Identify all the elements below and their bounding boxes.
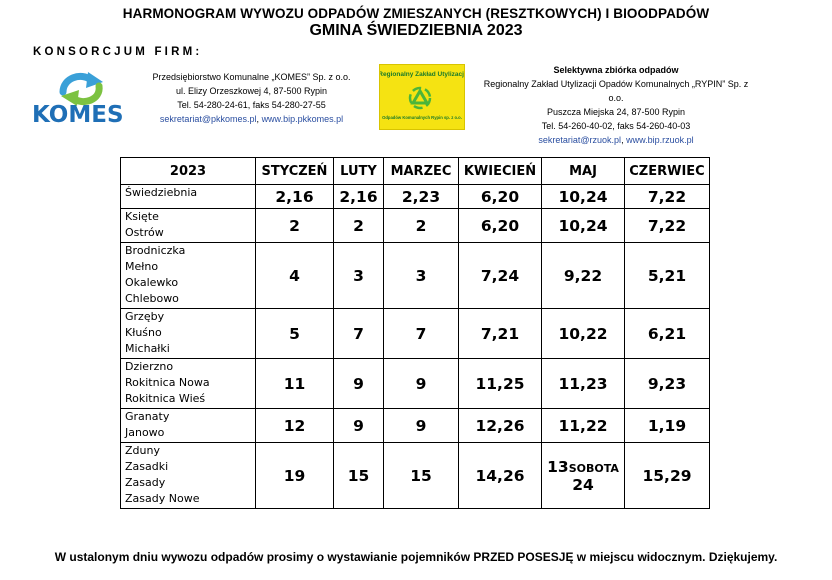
column-header: STYCZEŃ	[256, 158, 334, 185]
table-row	[121, 359, 710, 409]
village-cell	[121, 209, 256, 243]
village-name: Chlebowo	[125, 292, 179, 305]
village-name: Zduny	[125, 444, 160, 457]
village-name: Ostrów	[125, 226, 164, 239]
village-cell	[121, 443, 256, 509]
village-name: Grzęby	[125, 310, 165, 323]
table-header-row	[121, 158, 710, 185]
table-row	[121, 209, 710, 243]
date-cell: 14,26	[459, 443, 542, 509]
rzuok-links	[476, 133, 756, 147]
date-cell: 12,26	[459, 409, 542, 443]
may-date-second: 24	[572, 475, 594, 494]
date-cell: 7,22	[625, 185, 710, 209]
village-cell	[121, 359, 256, 409]
village-cell	[121, 243, 256, 309]
date-cell: 7	[334, 309, 384, 359]
date-cell: 7	[384, 309, 459, 359]
village-name: Dzierzno	[125, 360, 174, 373]
village-name: Rokitnica Nowa	[125, 376, 210, 389]
date-cell: 2	[256, 209, 334, 243]
date-cell: 9,23	[625, 359, 710, 409]
village-name: Zasadki	[125, 460, 169, 473]
komes-contact-block	[133, 70, 370, 126]
rzuok-logo	[379, 64, 465, 130]
konsorcjum-label: KONSORCJUM FIRM:	[33, 46, 203, 58]
rzuok-contact-block	[476, 63, 756, 147]
komes-links	[133, 112, 370, 126]
komes-address: ul. Elizy Orzeszkowej 4, 87-500 Rypin	[175, 86, 328, 96]
document-title: HARMONOGRAM WYWOZU ODPADÓW ZMIESZANYCH (RESZTKOWYCH) I BIOODPADÓW	[122, 6, 710, 21]
date-cell: 10,24	[542, 185, 625, 209]
komes-links-separator: ,	[256, 114, 262, 124]
date-cell: 12	[256, 409, 334, 443]
komes-email-link[interactable]: sekretariat@pkkomes.pl	[159, 114, 257, 124]
date-cell: 10,22	[542, 309, 625, 359]
date-cell: 2	[334, 209, 384, 243]
komes-www-link[interactable]: www.bip.pkkomes.pl	[261, 114, 344, 124]
schedule-table	[120, 157, 710, 509]
date-cell: 6,20	[459, 185, 542, 209]
recycling-icon	[410, 88, 430, 108]
rzuok-logo-graphic	[380, 65, 464, 129]
column-header: MARZEC	[384, 158, 459, 185]
komes-phone: Tel. 54-280-24-61, faks 54-280-27-55	[177, 100, 326, 110]
date-cell: 6,21	[625, 309, 710, 359]
date-cell: 7,21	[459, 309, 542, 359]
date-cell: 2,16	[334, 185, 384, 209]
date-cell: 9	[334, 409, 384, 443]
column-header: 2023	[121, 158, 256, 185]
rzuok-email-link[interactable]: sekretariat@rzuok.pl	[538, 135, 622, 145]
date-cell: 3	[334, 243, 384, 309]
may-date-first: 13	[547, 457, 569, 476]
date-cell: 11	[256, 359, 334, 409]
village-cell	[121, 409, 256, 443]
village-name: Kłuśno	[125, 326, 162, 339]
date-cell: 5	[256, 309, 334, 359]
rzuok-logo-bottom-text: Odpadów Komunalnych Rypin sp. z o.o.	[382, 115, 462, 120]
rzuok-links-separator: ,	[621, 135, 627, 145]
village-name: Janowo	[125, 426, 165, 439]
date-cell: 6,20	[459, 209, 542, 243]
rzuok-www-link[interactable]: www.bip.rzuok.pl	[626, 135, 694, 145]
date-cell: 2	[384, 209, 459, 243]
table-row	[121, 443, 710, 509]
date-cell: 7,22	[625, 209, 710, 243]
village-cell	[121, 309, 256, 359]
date-cell: 9	[384, 409, 459, 443]
village-name: Brodniczka	[125, 244, 186, 257]
date-cell: 9	[334, 359, 384, 409]
village-cell	[121, 185, 256, 209]
column-header: MAJ	[542, 158, 625, 185]
footer-note: W ustalonym dniu wywozu odpadów prosimy o wystawianie pojemników PRZED POSESJĘ w miejscu widocznym. Dziękujemy.	[54, 550, 778, 564]
village-name: Michałki	[125, 342, 170, 355]
date-cell: 7,24	[459, 243, 542, 309]
date-cell: 9,22	[542, 243, 625, 309]
village-name: Świedziebnia	[125, 186, 198, 199]
date-cell: 15,29	[625, 443, 710, 509]
date-cell: 15	[334, 443, 384, 509]
village-name: Granaty	[125, 410, 170, 423]
village-name: Zasady Nowe	[125, 492, 200, 505]
rzuok-address: Puszcza Miejska 24, 87-500 Rypin	[546, 107, 686, 117]
village-name: Zasady	[125, 476, 166, 489]
date-cell: 5,21	[625, 243, 710, 309]
date-cell: 11,23	[542, 359, 625, 409]
village-name: Księte	[125, 210, 159, 223]
date-cell: 4	[256, 243, 334, 309]
rzuok-heading: Selektywna zbiórka odpadów	[553, 65, 679, 75]
date-cell	[542, 443, 625, 509]
rzuok-phone: Tel. 54-260-40-02, faks 54-260-40-03	[541, 121, 691, 131]
date-cell: 9	[384, 359, 459, 409]
saturday-note: SOBOTA	[568, 461, 619, 475]
may-date-line	[542, 458, 624, 476]
table-row	[121, 309, 710, 359]
date-cell: 2,23	[384, 185, 459, 209]
village-name: Rokitnica Wieś	[125, 392, 206, 405]
komes-logo-text: KOMES	[32, 102, 124, 128]
date-cell: 2,16	[256, 185, 334, 209]
column-header: CZERWIEC	[625, 158, 710, 185]
date-cell: 3	[384, 243, 459, 309]
date-cell: 1,19	[625, 409, 710, 443]
column-header: LUTY	[334, 158, 384, 185]
date-cell: 19	[256, 443, 334, 509]
village-name: Okalewko	[125, 276, 179, 289]
komes-name: Przedsiębiorstwo Komunalne „KOMES” Sp. z o.o.	[152, 72, 351, 82]
date-cell: 11,22	[542, 409, 625, 443]
table-row	[121, 243, 710, 309]
rzuok-logo-top-text: Regionalny Zakład Utylizacji	[380, 71, 464, 78]
date-cell: 15	[384, 443, 459, 509]
rzuok-name: Regionalny Zakład Utylizacji Opadów Komunalnych „RYPIN” Sp. z o.o.	[483, 79, 749, 103]
date-cell: 10,24	[542, 209, 625, 243]
column-header: KWIECIEŃ	[459, 158, 542, 185]
document-subtitle: GMINA ŚWIEDZIEBNIA 2023	[309, 22, 523, 39]
date-cell: 11,25	[459, 359, 542, 409]
table-row	[121, 409, 710, 443]
village-name: Mełno	[125, 260, 159, 273]
table-row	[121, 185, 710, 209]
